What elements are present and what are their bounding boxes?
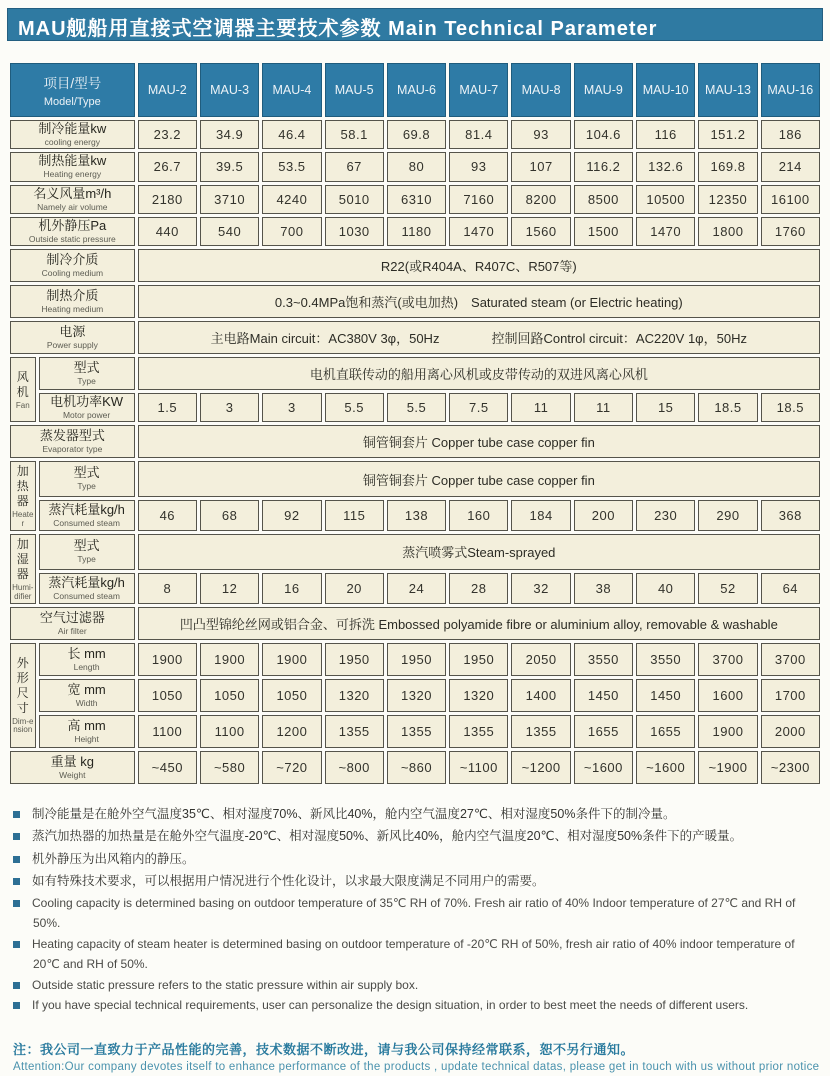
value-cell: ~1900 bbox=[698, 751, 757, 784]
value-cell: 184 bbox=[511, 500, 570, 531]
value-cell: 11 bbox=[574, 393, 633, 422]
value-cell: 1355 bbox=[387, 715, 446, 748]
value-cell: 1900 bbox=[138, 643, 197, 676]
bullet-square-icon bbox=[13, 941, 20, 948]
row-label bbox=[10, 249, 135, 282]
footnote bbox=[13, 995, 821, 1015]
row-label-en: Evaporator type bbox=[42, 444, 103, 455]
row-label-en: Height bbox=[74, 733, 99, 744]
value-cell: 1320 bbox=[449, 679, 508, 712]
table-row-heater-type bbox=[10, 461, 820, 496]
model-header: MAU-16 bbox=[761, 63, 820, 117]
model-header: MAU-5 bbox=[325, 63, 384, 117]
value-cell: 81.4 bbox=[449, 120, 508, 149]
footnote-text: Outside static pressure refers to the static pressure within air supply box. bbox=[32, 977, 419, 992]
value-cell: 200 bbox=[574, 500, 633, 531]
span-cell: 铜管铜套片 Copper tube case copper fin bbox=[138, 461, 820, 496]
value-cell: 1.5 bbox=[138, 393, 197, 422]
value-cell: 8 bbox=[138, 573, 197, 604]
table-row-humidifier-type bbox=[10, 534, 820, 569]
table-row-heating bbox=[10, 152, 820, 181]
footnote-text: If you have special technical requirements, user can personalize the design situation, in order to best meet the needs of different users. bbox=[32, 997, 749, 1012]
row-label-zh: 型式 bbox=[73, 538, 100, 554]
corner-header-zh: 项目/型号 bbox=[43, 76, 102, 91]
model-header: MAU-13 bbox=[698, 63, 757, 117]
bullet-square-icon bbox=[13, 1002, 20, 1009]
row-label-zh: 机外静压Pa bbox=[38, 217, 107, 233]
value-cell: 4240 bbox=[262, 185, 321, 214]
attention-note-zh: 注：我公司一直致力于产品性能的完善，技术数据不断改进，请与我公司保持经常联系，恕不另行通知。 bbox=[13, 1042, 635, 1058]
value-cell: 1100 bbox=[200, 715, 259, 748]
header-row bbox=[10, 63, 820, 117]
row-label-en: Weight bbox=[59, 769, 86, 780]
table-row-heater-steam bbox=[10, 500, 820, 531]
table-row-width bbox=[10, 679, 820, 712]
value-cell: 5010 bbox=[325, 185, 384, 214]
value-cell: 1050 bbox=[262, 679, 321, 712]
span-cell: 凹凸型锦纶丝网或铝合金、可拆洗 Embossed polyamide fibre or aluminium alloy, removable & washable bbox=[138, 607, 820, 640]
bullet-square-icon bbox=[13, 900, 20, 907]
value-cell: 1200 bbox=[262, 715, 321, 748]
model-header: MAU-2 bbox=[138, 63, 197, 117]
row-label-en: Motor power bbox=[62, 410, 111, 421]
value-cell: 1450 bbox=[574, 679, 633, 712]
value-cell: ~1100 bbox=[449, 751, 508, 784]
row-label-en: Namely air volume bbox=[37, 201, 108, 212]
value-cell: 53.5 bbox=[262, 152, 321, 181]
model-header: MAU-4 bbox=[262, 63, 321, 117]
row-label-en: Type bbox=[77, 375, 96, 386]
row-label-zh: 名义风量m³/h bbox=[33, 185, 112, 201]
attention-note-en: Attention:Our company devotes itself to enhance performance of the products , update technical datas, please get in touch with us without prior notice bbox=[13, 1061, 820, 1074]
value-cell: 107 bbox=[511, 152, 570, 181]
span-cell: 主电路Main circuit：AC380V 3φ，50Hz 控制回路Control circuit：AC220V 1φ，50Hz bbox=[138, 321, 820, 354]
row-label-zh: 长 mm bbox=[67, 645, 106, 661]
span-cell: 电机直联传动的船用离心风机或皮带传动的双进风离心风机 bbox=[138, 357, 820, 390]
row-label bbox=[39, 393, 135, 422]
model-header: MAU-6 bbox=[387, 63, 446, 117]
row-label bbox=[10, 217, 135, 246]
row-label bbox=[10, 321, 135, 354]
value-cell: 3 bbox=[262, 393, 321, 422]
value-cell: 1950 bbox=[387, 643, 446, 676]
group-label-en: Fan bbox=[15, 400, 30, 410]
value-cell: 1100 bbox=[138, 715, 197, 748]
bullet-square-icon bbox=[13, 811, 20, 818]
row-label-zh: 蒸汽耗量kg/h bbox=[48, 501, 125, 517]
value-cell: ~580 bbox=[200, 751, 259, 784]
value-cell: 3700 bbox=[698, 643, 757, 676]
row-label bbox=[10, 185, 135, 214]
footnote bbox=[13, 893, 821, 934]
table-row-length bbox=[10, 643, 820, 676]
bullet-square-icon bbox=[13, 982, 20, 989]
row-label-zh: 制热介质 bbox=[46, 287, 99, 303]
value-cell: 93 bbox=[511, 120, 570, 149]
bullet-square-icon bbox=[13, 878, 20, 885]
spec-table bbox=[7, 60, 823, 787]
group-label-heater bbox=[10, 461, 36, 531]
row-label-en: Air filter bbox=[57, 625, 87, 636]
footnote-text: Heating capacity of steam heater is determined basing on outdoor temperature of -20℃ RH of 50%, fresh air ratio of 40% indoor temperature of 20℃ and RH of 50%. bbox=[32, 936, 795, 972]
footnote-text: Cooling capacity is determined basing on outdoor temperature of 35℃ RH of 70%. Fresh air ratio of 40% Indoor temperature of 27℃ and RH of 50%. bbox=[32, 895, 796, 931]
value-cell: 38 bbox=[574, 573, 633, 604]
value-cell: 214 bbox=[761, 152, 820, 181]
row-label bbox=[39, 573, 135, 604]
table-row-cooling bbox=[10, 120, 820, 149]
value-cell: 1600 bbox=[698, 679, 757, 712]
value-cell: 8500 bbox=[574, 185, 633, 214]
value-cell: 12 bbox=[200, 573, 259, 604]
value-cell: 1320 bbox=[325, 679, 384, 712]
group-label-zh: 外形尺寸 bbox=[16, 656, 29, 716]
value-cell: 230 bbox=[636, 500, 695, 531]
row-label-zh: 电源 bbox=[59, 323, 86, 339]
corner-header bbox=[10, 63, 135, 117]
value-cell: 92 bbox=[262, 500, 321, 531]
table-row-height bbox=[10, 715, 820, 748]
span-cell: 铜管铜套片 Copper tube case copper fin bbox=[138, 425, 820, 458]
value-cell: 46.4 bbox=[262, 120, 321, 149]
value-cell: ~800 bbox=[325, 751, 384, 784]
footnote bbox=[13, 803, 821, 826]
value-cell: 1900 bbox=[262, 643, 321, 676]
value-cell: 1560 bbox=[511, 217, 570, 246]
value-cell: ~2300 bbox=[761, 751, 820, 784]
bullet-square-icon bbox=[13, 856, 20, 863]
value-cell: 8200 bbox=[511, 185, 570, 214]
value-cell: 290 bbox=[698, 500, 757, 531]
row-label bbox=[10, 285, 135, 318]
table-row-weight bbox=[10, 751, 820, 784]
row-label-en: Consumed steam bbox=[53, 517, 120, 528]
row-label bbox=[10, 425, 135, 458]
row-label bbox=[39, 643, 135, 676]
value-cell: 1355 bbox=[449, 715, 508, 748]
value-cell: 440 bbox=[138, 217, 197, 246]
bullet-square-icon bbox=[13, 833, 20, 840]
footnote bbox=[13, 934, 821, 975]
value-cell: 52 bbox=[698, 573, 757, 604]
table-row-heating-medium bbox=[10, 285, 820, 318]
value-cell: 20 bbox=[325, 573, 384, 604]
row-label bbox=[10, 120, 135, 149]
table-row-air-filter bbox=[10, 607, 820, 640]
group-label-en: Dim-ension bbox=[12, 717, 34, 735]
value-cell: 138 bbox=[387, 500, 446, 531]
value-cell: 1050 bbox=[138, 679, 197, 712]
value-cell: ~450 bbox=[138, 751, 197, 784]
value-cell: 3710 bbox=[200, 185, 259, 214]
value-cell: 24 bbox=[387, 573, 446, 604]
row-label-zh: 制热能量kw bbox=[38, 153, 107, 169]
value-cell: 11 bbox=[511, 393, 570, 422]
value-cell: 2000 bbox=[761, 715, 820, 748]
row-label-zh: 重量 kg bbox=[50, 753, 94, 769]
value-cell: 1030 bbox=[325, 217, 384, 246]
group-label-zh: 加热器 bbox=[16, 464, 29, 509]
row-label bbox=[10, 751, 135, 784]
value-cell: 5.5 bbox=[387, 393, 446, 422]
table-row-motor-power bbox=[10, 393, 820, 422]
value-cell: 64 bbox=[761, 573, 820, 604]
value-cell: 28 bbox=[449, 573, 508, 604]
footnotes bbox=[13, 803, 821, 1015]
value-cell: 12350 bbox=[698, 185, 757, 214]
footnote bbox=[13, 870, 821, 893]
value-cell: 3550 bbox=[574, 643, 633, 676]
value-cell: ~860 bbox=[387, 751, 446, 784]
model-header: MAU-3 bbox=[200, 63, 259, 117]
value-cell: 2180 bbox=[138, 185, 197, 214]
value-cell: 3550 bbox=[636, 643, 695, 676]
row-label-en: Power supply bbox=[46, 339, 98, 350]
value-cell: ~1200 bbox=[511, 751, 570, 784]
value-cell: 46 bbox=[138, 500, 197, 531]
value-cell: 1355 bbox=[325, 715, 384, 748]
row-label bbox=[39, 679, 135, 712]
value-cell: 10500 bbox=[636, 185, 695, 214]
row-label-en: Width bbox=[75, 697, 98, 708]
row-label-zh: 电机功率KW bbox=[50, 394, 124, 410]
value-cell: 116.2 bbox=[574, 152, 633, 181]
group-label-en: Humi-difier bbox=[12, 583, 34, 601]
value-cell: 540 bbox=[200, 217, 259, 246]
value-cell: 115 bbox=[325, 500, 384, 531]
value-cell: 15 bbox=[636, 393, 695, 422]
group-label-en: Heater bbox=[12, 510, 34, 528]
value-cell: 1900 bbox=[698, 715, 757, 748]
row-label-en: Consumed steam bbox=[53, 590, 120, 601]
value-cell: 7.5 bbox=[449, 393, 508, 422]
model-header: MAU-7 bbox=[449, 63, 508, 117]
footnote bbox=[13, 975, 821, 995]
footnote-text: 制冷能量是在舱外空气温度35℃、相对湿度70%、新风比40%，舱内空气温度27℃、相对湿度50%条件下的制冷量。 bbox=[32, 806, 676, 821]
row-label-en: Heating energy bbox=[43, 169, 102, 180]
row-label bbox=[39, 715, 135, 748]
value-cell: 368 bbox=[761, 500, 820, 531]
span-cell: 蒸汽喷雾式Steam-sprayed bbox=[138, 534, 820, 569]
row-label-en: Outside static pressure bbox=[28, 233, 116, 244]
value-cell: 67 bbox=[325, 152, 384, 181]
value-cell: 151.2 bbox=[698, 120, 757, 149]
value-cell: 1355 bbox=[511, 715, 570, 748]
value-cell: 1400 bbox=[511, 679, 570, 712]
value-cell: 3700 bbox=[761, 643, 820, 676]
row-label-zh: 蒸发器型式 bbox=[39, 428, 105, 444]
row-label-en: Heating medium bbox=[41, 303, 104, 314]
value-cell: 18.5 bbox=[698, 393, 757, 422]
value-cell: 1655 bbox=[574, 715, 633, 748]
footnote bbox=[13, 848, 821, 871]
row-label-en: Type bbox=[77, 481, 96, 492]
table-row-power-supply bbox=[10, 321, 820, 354]
row-label-en: Type bbox=[77, 554, 96, 565]
value-cell: 132.6 bbox=[636, 152, 695, 181]
footnote bbox=[13, 825, 821, 848]
value-cell: 1950 bbox=[449, 643, 508, 676]
value-cell: 700 bbox=[262, 217, 321, 246]
value-cell: 7160 bbox=[449, 185, 508, 214]
value-cell: 1450 bbox=[636, 679, 695, 712]
row-label-en: Length bbox=[73, 661, 100, 672]
table-row-cooling-medium bbox=[10, 249, 820, 282]
footnote-text: 如有特殊技术要求，可以根据用户情况进行个性化设计，以求最大限度满足不同用户的需要。 bbox=[32, 874, 545, 889]
value-cell: 16 bbox=[262, 573, 321, 604]
value-cell: 93 bbox=[449, 152, 508, 181]
value-cell: 1320 bbox=[387, 679, 446, 712]
value-cell: 26.7 bbox=[138, 152, 197, 181]
row-label-zh: 高 mm bbox=[67, 717, 106, 733]
value-cell: 186 bbox=[761, 120, 820, 149]
table-row-humidifier-steam bbox=[10, 573, 820, 604]
span-cell: 0.3~0.4MPa饱和蒸汽(或电加热) Saturated steam (or Electric heating) bbox=[138, 285, 820, 318]
value-cell: 80 bbox=[387, 152, 446, 181]
value-cell: 1470 bbox=[636, 217, 695, 246]
group-label-humidifier bbox=[10, 534, 36, 604]
value-cell: 1900 bbox=[200, 643, 259, 676]
group-label-zh: 加湿器 bbox=[16, 537, 29, 582]
value-cell: 2050 bbox=[511, 643, 570, 676]
value-cell: ~720 bbox=[262, 751, 321, 784]
row-label-zh: 制冷介质 bbox=[46, 251, 99, 267]
value-cell: 1800 bbox=[698, 217, 757, 246]
row-label-zh: 型式 bbox=[73, 359, 100, 375]
span-cell: R22(或R404A、R407C、R507等) bbox=[138, 249, 820, 282]
model-header: MAU-10 bbox=[636, 63, 695, 117]
value-cell: 169.8 bbox=[698, 152, 757, 181]
value-cell: 1180 bbox=[387, 217, 446, 246]
group-label-zh: 风机 bbox=[16, 369, 29, 399]
row-label-zh: 宽 mm bbox=[67, 681, 106, 697]
page-title: MAU舰船用直接式空调器主要技术参数 Main Technical Parameter bbox=[7, 8, 823, 41]
value-cell: ~1600 bbox=[574, 751, 633, 784]
footnote-text: 蒸汽加热器的加热量是在舱外空气温度-20℃、相对湿度50%、新风比40%，舱内空气温度20℃、相对湿度50%条件下的产暖量。 bbox=[32, 829, 743, 844]
row-label-en: Cooling medium bbox=[41, 267, 104, 278]
value-cell: 104.6 bbox=[574, 120, 633, 149]
model-header: MAU-8 bbox=[511, 63, 570, 117]
value-cell: 18.5 bbox=[761, 393, 820, 422]
value-cell: 1500 bbox=[574, 217, 633, 246]
row-label bbox=[10, 607, 135, 640]
value-cell: 3 bbox=[200, 393, 259, 422]
attention-note bbox=[13, 1039, 821, 1073]
row-label bbox=[10, 152, 135, 181]
row-label-en: cooling energy bbox=[44, 136, 100, 147]
value-cell: 16100 bbox=[761, 185, 820, 214]
row-label bbox=[39, 500, 135, 531]
model-header: MAU-9 bbox=[574, 63, 633, 117]
table-row-fan-type bbox=[10, 357, 820, 390]
row-label bbox=[39, 534, 135, 569]
value-cell: 1050 bbox=[200, 679, 259, 712]
value-cell: 1950 bbox=[325, 643, 384, 676]
row-label-zh: 制冷能量kw bbox=[38, 121, 107, 136]
row-label-zh: 空气过滤器 bbox=[39, 609, 105, 625]
value-cell: 6310 bbox=[387, 185, 446, 214]
value-cell: 1760 bbox=[761, 217, 820, 246]
group-label-fan bbox=[10, 357, 36, 422]
value-cell: 39.5 bbox=[200, 152, 259, 181]
value-cell: 69.8 bbox=[387, 120, 446, 149]
table-row-air-volume bbox=[10, 185, 820, 214]
value-cell: ~1600 bbox=[636, 751, 695, 784]
value-cell: 32 bbox=[511, 573, 570, 604]
value-cell: 5.5 bbox=[325, 393, 384, 422]
value-cell: 58.1 bbox=[325, 120, 384, 149]
value-cell: 160 bbox=[449, 500, 508, 531]
table-row-static-pressure bbox=[10, 217, 820, 246]
value-cell: 116 bbox=[636, 120, 695, 149]
row-label-zh: 蒸汽耗量kg/h bbox=[48, 574, 125, 590]
value-cell: 1700 bbox=[761, 679, 820, 712]
value-cell: 23.2 bbox=[138, 120, 197, 149]
value-cell: 40 bbox=[636, 573, 695, 604]
value-cell: 34.9 bbox=[200, 120, 259, 149]
value-cell: 1470 bbox=[449, 217, 508, 246]
value-cell: 68 bbox=[200, 500, 259, 531]
corner-header-en: Model/Type bbox=[43, 96, 101, 108]
row-label bbox=[39, 357, 135, 390]
row-label bbox=[39, 461, 135, 496]
group-label-dimension bbox=[10, 643, 36, 748]
footnote-text: 机外静压为出风箱内的静压。 bbox=[32, 851, 195, 866]
value-cell: 1655 bbox=[636, 715, 695, 748]
table-row-evaporator bbox=[10, 425, 820, 458]
row-label-zh: 型式 bbox=[73, 465, 100, 481]
